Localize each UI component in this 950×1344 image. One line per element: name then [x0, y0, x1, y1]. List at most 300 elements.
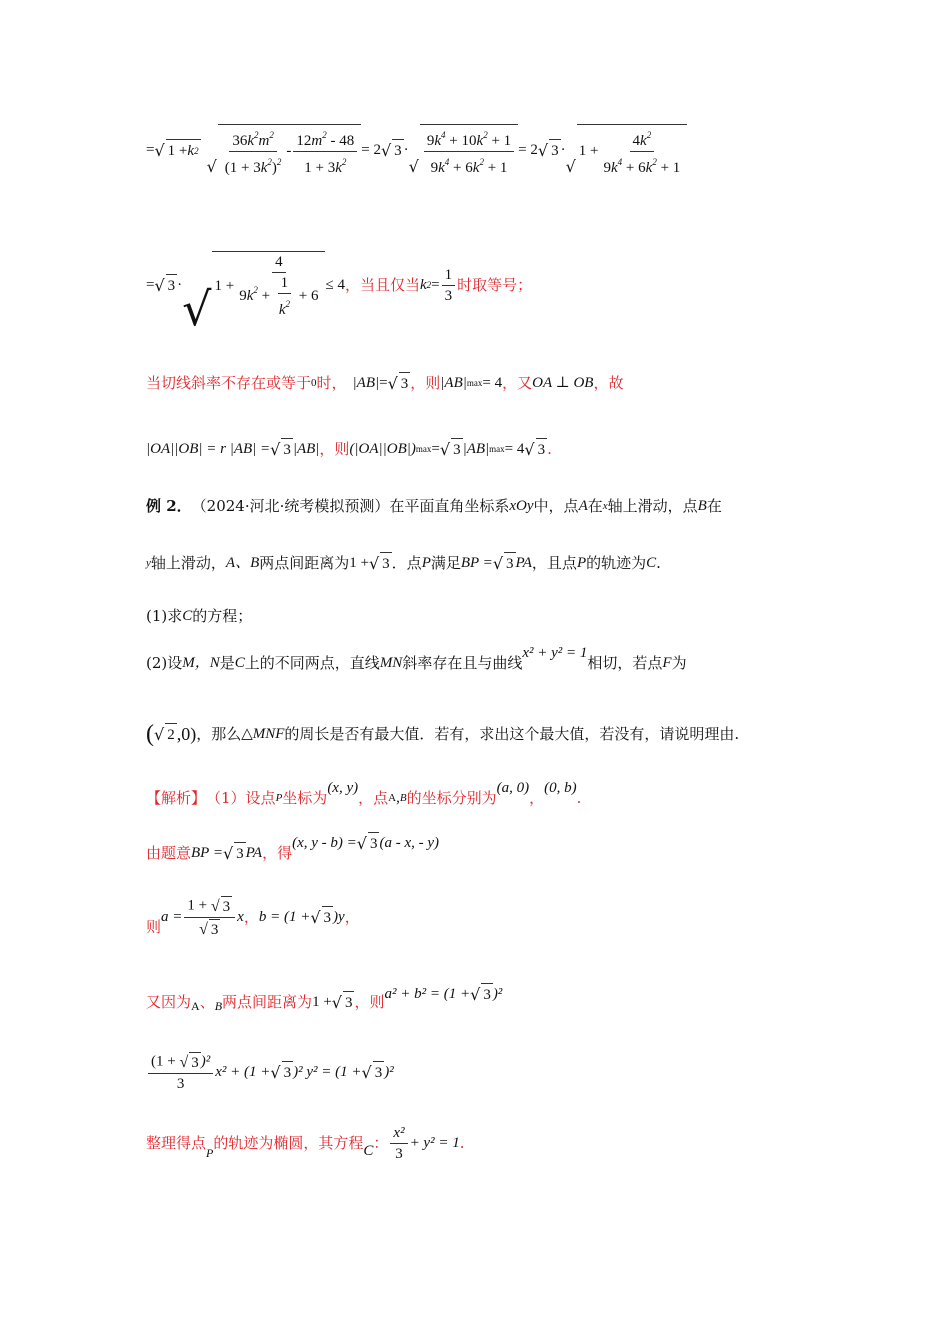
radicand-3: 3 [281, 438, 293, 460]
radicand-3: 3 [322, 906, 334, 928]
fraction-squared [148, 1052, 213, 1093]
radicand-3: 3 [481, 983, 493, 1005]
num-36: 36 [232, 132, 248, 149]
vector-left: (x, y - b) = [292, 835, 357, 851]
solution-text: 则 [146, 918, 162, 936]
paren-close: ,0) [176, 724, 197, 744]
problem-text: 在 [587, 497, 603, 515]
radicand-3: 3 [343, 991, 355, 1013]
plus-6: + 6 [449, 159, 473, 176]
problem-text: 的轨迹为 [586, 554, 647, 572]
minus-48: - 48 [326, 132, 355, 149]
equals-sign: = [146, 142, 155, 158]
radicand [212, 251, 325, 319]
radicand-3: 3 [234, 842, 246, 864]
question-text: 的周长是否有最大值．若有，求出这个最大值，若没有，请说明理由. [284, 725, 740, 743]
text-1-plus: 1 + [167, 143, 188, 159]
sqrt-big-fraction [207, 124, 362, 177]
exp-2: 2 [267, 156, 272, 167]
var-c: C [234, 655, 245, 671]
max-subscript: max [415, 444, 432, 454]
radical-sign: √ [210, 897, 220, 915]
var-k: k [260, 159, 268, 176]
radical-sign: √ [524, 440, 535, 459]
radical-sign: √ [356, 834, 367, 853]
radical-sign: √ [182, 282, 212, 336]
var-a: A [191, 999, 200, 1013]
sqrt-1-plus-k2 [154, 139, 200, 161]
abs-ab: |AB| [440, 375, 467, 391]
red-text: ，故 [593, 374, 624, 392]
var-c: C [363, 1143, 374, 1159]
var-b: B [399, 792, 407, 804]
var-k: k [247, 132, 254, 149]
denominator [428, 152, 511, 177]
radicand-3: 3 [549, 139, 561, 161]
question-2-continued [146, 716, 739, 752]
sqrt-3 [179, 1052, 200, 1072]
exp-2: 2 [276, 156, 282, 167]
problem-text: 轴上滑动，点 [607, 497, 698, 515]
period: . [547, 440, 552, 458]
exp-2: 2 [479, 156, 484, 167]
abs-ab: |AB| [352, 375, 380, 391]
point-a0: (a, 0) [496, 780, 530, 796]
plus-1: + 1 [487, 132, 512, 149]
var-pa: PA [515, 555, 532, 571]
sqrt-2 [154, 723, 177, 745]
radical-sign: √ [179, 1053, 189, 1071]
plus-10: + 10 [445, 132, 477, 149]
red-text: 时， [316, 374, 347, 392]
question-text: 相切，若点 [587, 654, 663, 672]
formula-line-2 [146, 250, 533, 336]
var-k: k [476, 132, 484, 149]
solution-line-2 [146, 836, 439, 870]
note-text: ，当且仅当 [344, 276, 420, 294]
solution-text: 的坐标分别为 [406, 789, 497, 807]
sqrt-3 [524, 438, 547, 460]
exp-2: 2 [341, 156, 347, 167]
problem-text: 中，点 [533, 497, 579, 515]
den-1-plus-3: 1 + 3 [304, 159, 336, 176]
numerator [630, 126, 655, 152]
solution-line-3 [146, 892, 360, 942]
point-0b: (0, b) [544, 780, 577, 796]
var-x: x [237, 909, 244, 925]
radical-sign: √ [537, 141, 549, 160]
radical-sign: √ [154, 725, 165, 744]
var-b: B [697, 498, 707, 514]
sqrt-3 [493, 552, 516, 574]
radical-sign: √ [154, 141, 165, 160]
denominator [301, 152, 349, 177]
radicand-3: 3 [504, 552, 516, 574]
example-label: 例 2． [146, 497, 192, 515]
text-1-plus: 1 + [349, 555, 369, 571]
fraction-12m2 [293, 126, 357, 177]
formula-line-4 [146, 434, 552, 464]
denominator [601, 152, 684, 177]
solution-text: 的轨迹为椭圆，其方程 [213, 1134, 364, 1152]
close-squared: )² [384, 1064, 394, 1080]
sqrt-3 [154, 274, 177, 296]
question-text: 为 [671, 654, 687, 672]
separator: ， [344, 908, 360, 926]
b-eq: b = (1 + [258, 909, 311, 925]
ab-squared: a² + b² = (1 + [384, 986, 471, 1002]
circle-equation: x² + y² = 1 [522, 645, 588, 661]
separator: ， [243, 908, 259, 926]
max-subscript: max [466, 378, 483, 388]
radicand-3: 3 [451, 438, 463, 460]
problem-text: ．点 [391, 554, 422, 572]
solution-text: 由题意 [146, 844, 192, 862]
radicand-3: 3 [166, 274, 178, 296]
radicand-3: 3 [380, 552, 392, 574]
var-c: C [182, 608, 193, 624]
oa-perp-ob: OA ⊥ OB [532, 375, 594, 391]
a-eq: a = [161, 909, 183, 925]
distance-equation [385, 983, 503, 1005]
dot-operator: · [177, 277, 183, 293]
sqrt-3 [440, 438, 463, 460]
solution-text: ，得 [262, 844, 293, 862]
sqrt-nested-fraction [182, 251, 325, 336]
plus-6: + 6 [298, 287, 319, 304]
var-x: x [602, 500, 608, 512]
ellipse-rest: + y² = 1 [409, 1135, 460, 1151]
num-12: 12 [296, 132, 312, 149]
equals-4: = 4 [482, 375, 503, 391]
abs-ab: |AB| [292, 441, 320, 457]
period: . [576, 789, 582, 807]
solution-text: 又因为 [146, 993, 192, 1011]
question-1 [146, 606, 252, 626]
dot-operator: · [403, 142, 409, 158]
radicand-3: 3 [399, 372, 411, 394]
problem-text: 在 [706, 497, 722, 515]
period: . [656, 554, 661, 572]
sqrt-3 [369, 552, 392, 574]
dot-operator: · [560, 142, 566, 158]
sqrt-3 [388, 372, 411, 394]
red-text: ，则 [410, 374, 441, 392]
example-2-line-1 [146, 496, 722, 516]
fraction-36k2m2 [222, 126, 285, 177]
sqrt-3 [223, 842, 246, 864]
x-squared-term: x² + (1 + [215, 1064, 271, 1080]
formula-line-1 [146, 128, 687, 176]
var-k: k [640, 132, 647, 149]
problem-text: 轴上滑动， [150, 554, 226, 572]
question-text: ，那么 [196, 725, 242, 743]
var-p: P [421, 555, 431, 571]
problem-text: （2024·河北·统考模拟预测）在平面直角坐标系 [191, 497, 510, 515]
separator: 、 [199, 993, 215, 1011]
var-k: k [246, 287, 254, 304]
var-k: k [187, 143, 195, 159]
red-text: ，又 [502, 374, 533, 392]
var-y: y [146, 557, 151, 569]
separator: ， [529, 789, 545, 807]
abs-ab: |AB| [462, 441, 490, 457]
fraction-a [184, 896, 235, 939]
close-squared: )² [492, 986, 503, 1002]
fraction-4-over [236, 253, 321, 319]
exp-2: 2 [285, 299, 291, 309]
var-k: k [438, 159, 445, 176]
radicand-3: 3 [282, 1061, 294, 1083]
question-text: 斜率存在且与曲线 [402, 654, 523, 672]
example-2-line-2 [146, 548, 661, 578]
denominator: 3 [395, 1145, 403, 1162]
equals-sign: = [431, 441, 440, 457]
plus-6: + 6 [622, 159, 646, 176]
expression: (|OA||OB|) [349, 441, 416, 457]
bp-eq: BP = [460, 555, 493, 571]
exp-2: 2 [254, 129, 259, 140]
radical-sign: √ [368, 554, 380, 573]
num-4: 4 [632, 132, 641, 149]
minus-sign: - [286, 143, 292, 159]
equals-sign: = [431, 277, 440, 293]
radical-sign: √ [222, 844, 234, 863]
radical-sign: √ [199, 920, 208, 938]
radicand [420, 124, 518, 177]
text-1-plus: (1 + [151, 1052, 180, 1069]
var-m: m [311, 132, 323, 149]
radical-sign: √ [206, 156, 217, 176]
equals-sign: = [379, 375, 388, 391]
exp-2: 2 [646, 129, 652, 140]
radical-sign: √ [470, 985, 481, 1004]
solution-text: ，点 [358, 789, 389, 807]
var-f: F [662, 655, 672, 671]
radicand-3: 3 [392, 139, 404, 161]
sqrt-3 [357, 832, 380, 854]
radical-sign: √ [439, 440, 451, 459]
var-k: k [335, 159, 342, 176]
triangle-mnf: △MNF [241, 726, 285, 742]
solution-line-4 [146, 986, 502, 1018]
problem-text: ，且点 [531, 554, 577, 572]
num-9: 9 [603, 159, 611, 176]
numerator [229, 126, 277, 152]
text-1-plus: 1 + [578, 143, 599, 159]
radical-sign: √ [270, 440, 281, 459]
fraction-1-over-3 [442, 266, 456, 305]
sqrt-3 [362, 1061, 385, 1083]
var-ab: A、B [225, 555, 260, 571]
exp-2: 2 [253, 284, 258, 295]
sqrt-fraction-3 [566, 124, 688, 177]
numerator: 1 [442, 266, 456, 286]
sqrt-3 [270, 1061, 293, 1083]
var-a: A [578, 498, 588, 514]
analysis-tag: 【解析】 [146, 789, 207, 807]
exp-2: 2 [426, 280, 432, 290]
var-b: B [214, 999, 223, 1013]
radicand [577, 124, 688, 177]
fraction-1-over-k2 [276, 274, 293, 319]
radical-sign: √ [380, 141, 392, 160]
vector-equation [292, 832, 439, 854]
text-1-plus: 1 + [187, 896, 211, 913]
num-9: 9 [426, 132, 435, 149]
fraction-4k2 [601, 126, 684, 177]
plus: + [257, 287, 274, 304]
exp-2: 2 [322, 129, 327, 140]
num-1: 1 [278, 274, 292, 294]
bp-eq: BP = [191, 845, 223, 861]
radicand [166, 139, 201, 161]
text-1-plus: 1 + [214, 278, 235, 294]
red-text: ，则 [319, 440, 350, 458]
number-0: 0 [311, 377, 317, 389]
exp-2: 2 [652, 156, 657, 167]
text-line-3 [146, 368, 623, 398]
numerator [424, 126, 514, 152]
question-text: (1)求 [146, 607, 183, 625]
comma: , [396, 790, 400, 806]
sqrt-3 [470, 983, 493, 1005]
equals-4: = 4 [504, 441, 525, 457]
radicand-3: 3 [189, 1052, 201, 1072]
solution-text: （1）设点 [206, 789, 276, 807]
solution-text: 坐标为 [282, 789, 328, 807]
max-subscript: max [489, 444, 505, 454]
sqrt-fraction-2 [409, 124, 518, 177]
denominator [222, 152, 285, 177]
numerator [148, 1052, 213, 1074]
sqrt-3 [211, 896, 232, 916]
num-9: 9 [239, 287, 247, 304]
radical-sign: √ [154, 276, 165, 295]
solution-text: 整理得点 [146, 1134, 207, 1152]
den-part: (1 + 3 [224, 159, 261, 176]
var-k: k [278, 302, 286, 318]
fraction-9k4 [424, 126, 514, 177]
le-4: ≤ 4 [325, 277, 345, 293]
var-p: P [275, 792, 283, 804]
radical-sign: √ [270, 1063, 281, 1082]
radicand [218, 124, 361, 177]
radical-sign: √ [408, 156, 419, 176]
b-close: )y [333, 909, 345, 925]
exp-2: 2 [483, 129, 488, 140]
radicand-3: 3 [209, 919, 221, 939]
var-m-n: M，N [182, 655, 220, 671]
middle-term: )² y² = (1 + [293, 1064, 362, 1080]
solution-text: 两点间距离为 [222, 993, 313, 1011]
radicand-3: 3 [536, 438, 548, 460]
red-text: 当切线斜率不存在或等于 [146, 374, 312, 392]
denominator [276, 294, 293, 319]
denominator [236, 273, 321, 319]
question-text: (2)设 [146, 654, 183, 672]
var-p: P [576, 555, 587, 571]
num-9: 9 [430, 159, 439, 176]
numerator [184, 896, 235, 918]
equals-2: = 2 [361, 142, 381, 158]
var-k: k [434, 132, 442, 149]
radicand-3: 3 [373, 1061, 385, 1083]
var-mn: MN [379, 655, 403, 671]
var-k: k [645, 159, 653, 176]
var-pa: PA [245, 845, 263, 861]
question-text: 是 [219, 654, 235, 672]
var-c: C [646, 555, 657, 571]
exp-4: 4 [617, 156, 623, 167]
denominator: 3 [176, 1075, 185, 1092]
solution-line-1 [146, 782, 581, 814]
var-a: A [388, 792, 397, 804]
sqrt-3 [381, 139, 404, 161]
text-1-plus: 1 + [312, 994, 332, 1010]
den-close: ) [271, 159, 277, 176]
sqrt-3 [332, 991, 355, 1013]
denominator [196, 918, 223, 939]
var-k: k [611, 159, 618, 176]
radical-sign: √ [361, 1063, 372, 1082]
sqrt-3 [310, 906, 333, 928]
exp-4: 4 [444, 156, 450, 167]
period: . [459, 1134, 465, 1152]
radicand-3: 3 [221, 896, 233, 916]
radical-sign: √ [565, 156, 576, 176]
vector-right: (a - x, - y) [379, 835, 440, 851]
sqrt-3 [270, 438, 293, 460]
radical-sign: √ [310, 908, 321, 927]
solution-line-5 [146, 1046, 394, 1098]
sqrt-3 [199, 919, 220, 939]
radicand-3: 3 [368, 832, 380, 854]
solution-line-6 [146, 1120, 465, 1166]
problem-text: 两点间距离为 [259, 554, 350, 572]
note-text: 时取等号； [457, 276, 533, 294]
question-text: 的方程； [192, 607, 253, 625]
radical-sign: √ [387, 374, 398, 393]
radical-sign: √ [492, 554, 504, 573]
radicand-2: 2 [165, 723, 177, 745]
var-p: P [206, 1146, 214, 1160]
var-m: m [258, 132, 270, 149]
sqrt-3 [538, 139, 561, 161]
colon: ： [373, 1134, 389, 1152]
num-4: 4 [272, 253, 286, 273]
numerator: x² [390, 1124, 407, 1144]
var-xoy: xOy [509, 498, 534, 514]
denominator: 3 [444, 287, 453, 304]
plus-1: + 1 [656, 159, 681, 176]
point-xy: (x, y) [327, 780, 359, 796]
exp-2: 2 [269, 129, 274, 140]
question-text: 上的不同两点，直线 [244, 654, 380, 672]
problem-text: 满足 [430, 554, 461, 572]
plus-1: + 1 [483, 159, 508, 176]
var-k: k [472, 159, 480, 176]
expression: |OA||OB| = r |AB| = [146, 441, 271, 457]
exponent-2: 2 [194, 146, 199, 156]
solution-text: ，则 [354, 993, 385, 1011]
paren-open: ( [146, 721, 154, 747]
close-squared: )² [200, 1052, 211, 1069]
numerator [293, 126, 357, 152]
question-2 [146, 646, 687, 680]
radical-sign: √ [331, 993, 342, 1012]
var-k: k [419, 277, 427, 293]
